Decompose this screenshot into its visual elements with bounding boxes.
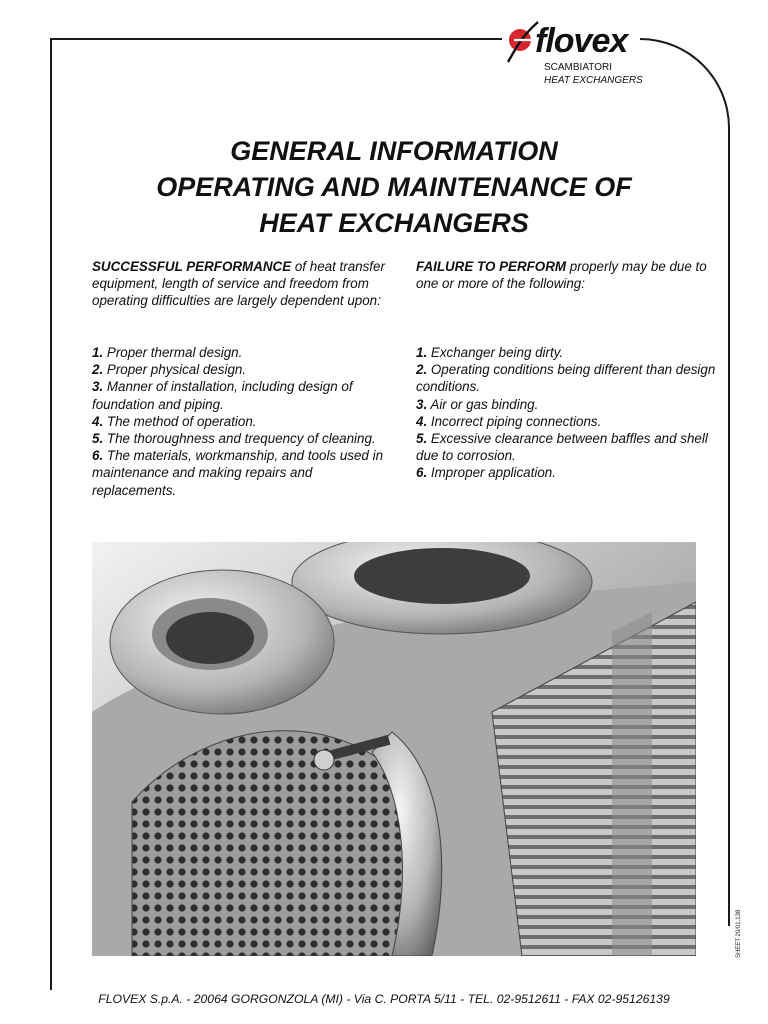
item-text: The method of operation.	[103, 413, 257, 429]
subtitle-heat-exchangers: HEAT EXCHANGERS	[544, 75, 643, 86]
intro-text: properly may be due to one or more of the following:	[416, 259, 707, 292]
item-text: Operating conditions being different than design conditions.	[416, 362, 716, 395]
list-item	[92, 430, 392, 447]
item-text: Proper physical design.	[103, 362, 247, 378]
item-number: 4.	[92, 413, 104, 429]
list-item	[416, 430, 716, 464]
item-text: The thoroughness and trequency of cleaning.	[103, 431, 376, 447]
heat-exchanger-photo	[92, 542, 696, 956]
item-number: 1.	[416, 345, 428, 360]
list-item	[416, 344, 716, 361]
intro-bold-label: SUCCESSFUL PERFORMANCE	[92, 259, 292, 274]
intro-text: of heat transfer equipment, length of service and freedom from operating difficulties are largely dependent upon:	[92, 259, 385, 309]
item-text: Exchanger being dirty.	[427, 345, 564, 360]
flovex-logo-icon	[500, 18, 540, 68]
company-footer: FLOVEX S.p.A. - 20064 GORGONZOLA (MI) - Via C. PORTA 5/11 - TEL. 02-9512611 - FAX 02-95126139	[98, 992, 670, 1006]
item-number: 2.	[416, 362, 428, 378]
list-item	[92, 361, 392, 378]
list-item	[416, 464, 716, 481]
title-line-2: OPERATING AND MAINTENANCE OF	[156, 172, 632, 202]
performance-factors-list	[92, 344, 392, 499]
item-text: Air or gas binding.	[427, 396, 539, 412]
failure-causes-list	[416, 344, 716, 482]
subtitle-scambiatori: SCAMBIATORI	[544, 62, 612, 73]
successful-performance-column	[92, 258, 392, 499]
list-item	[92, 344, 392, 361]
title-line-3: HEAT EXCHANGERS	[259, 208, 529, 238]
failure-to-perform-column	[416, 258, 716, 482]
item-number: 6.	[92, 448, 104, 464]
item-number: 6.	[416, 465, 428, 481]
list-item	[92, 378, 392, 412]
item-text: Excessive clearance between baffles and shell due to corrosion.	[416, 431, 708, 464]
list-item	[416, 413, 716, 430]
list-item	[92, 413, 392, 430]
successful-performance-intro	[92, 258, 392, 344]
document-title	[60, 133, 728, 241]
logo-wordmark: flovex	[535, 22, 628, 60]
item-number: 4.	[416, 413, 428, 429]
sheet-reference-code: SHEET 20/01.138	[736, 909, 742, 958]
list-item	[416, 396, 716, 413]
intro-bold-label: FAILURE TO PERFORM	[416, 259, 567, 274]
item-text: Improper application.	[427, 465, 556, 481]
item-text: Manner of installation, including design of foundation and piping.	[92, 379, 353, 412]
list-item	[416, 361, 716, 395]
item-number: 3.	[92, 379, 104, 395]
item-number: 3.	[416, 396, 428, 412]
item-text: Incorrect piping connections.	[427, 413, 602, 429]
title-line-1: GENERAL INFORMATION	[230, 136, 558, 166]
item-number: 1.	[92, 345, 104, 360]
frame-right-border	[728, 126, 730, 926]
item-number: 5.	[416, 431, 428, 447]
item-text: Proper thermal design.	[103, 345, 243, 360]
frame-left-border	[50, 38, 52, 990]
item-text: The materials, workmanship, and tools used in maintenance and making repairs and replacements.	[92, 448, 384, 498]
heat-exchanger-illustration	[92, 542, 696, 956]
item-number: 5.	[92, 431, 104, 447]
list-item	[92, 447, 392, 499]
failure-to-perform-intro	[416, 258, 716, 344]
flovex-logo	[500, 18, 660, 68]
item-number: 2.	[92, 362, 104, 378]
frame-top-border	[52, 38, 502, 40]
